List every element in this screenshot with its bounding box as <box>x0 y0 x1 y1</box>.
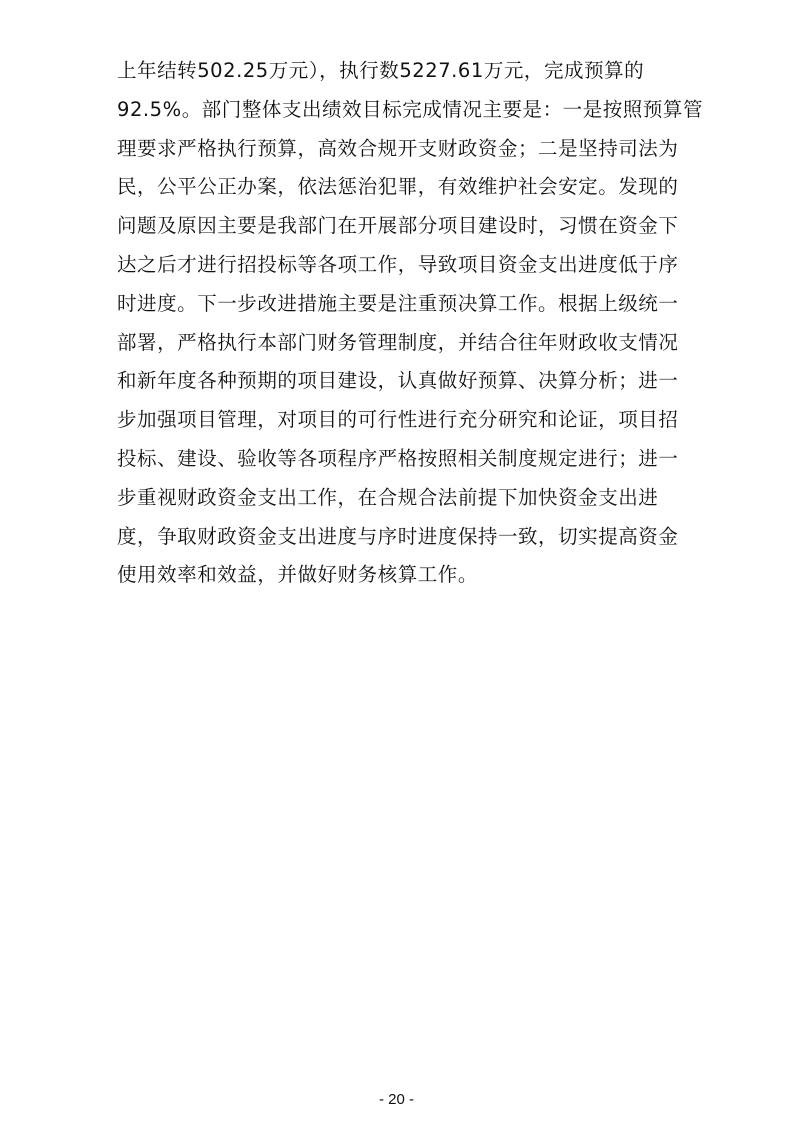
paragraph-line: 步重视财政资金支出工作，在合规合法前提下加快资金支出进 <box>117 485 659 509</box>
paragraph-line: 达之后才进行招投标等各项工作，导致项目资金支出进度低于序 <box>117 252 679 276</box>
paragraph-line: 投标、建设、验收等各项程序严格按照相关制度规定进行；进一 <box>117 446 679 470</box>
paragraph-line: 部署，严格执行本部门财务管理制度，并结合往年财政收支情况 <box>117 330 679 354</box>
paragraph-line: 度，争取财政资金支出进度与序时进度保持一致，切实提高资金 <box>117 524 679 548</box>
paragraph-line: 民，公平公正办案，依法惩治犯罪，有效维护社会安定。发现的 <box>117 175 679 199</box>
paragraph-line: 92.5%。部门整体支出绩效目标完成情况主要是：一是按照预算管 <box>117 97 703 121</box>
paragraph-line: 和新年度各种预期的项目建设，认真做好预算、决算分析；进一 <box>117 369 679 393</box>
paragraph-line: 上年结转502.25万元），执行数5227.61万元，完成预算的 <box>117 59 645 82</box>
body-paragraph <box>117 52 703 595</box>
paragraph-line: 问题及原因主要是我部门在开展部分项目建设时，习惯在资金下 <box>117 214 679 238</box>
page-number: - 20 - <box>378 1091 414 1108</box>
paragraph-line: 理要求严格执行预算，高效合规开支财政资金；二是坚持司法为 <box>117 136 679 160</box>
paragraph-line: 步加强项目管理，对项目的可行性进行充分研究和论证，项目招 <box>117 408 679 432</box>
paragraph-line: 时进度。下一步改进措施主要是注重预决算工作。根据上级统一 <box>117 291 679 315</box>
paragraph-line: 使用效率和效益，并做好财务核算工作。 <box>117 563 478 587</box>
